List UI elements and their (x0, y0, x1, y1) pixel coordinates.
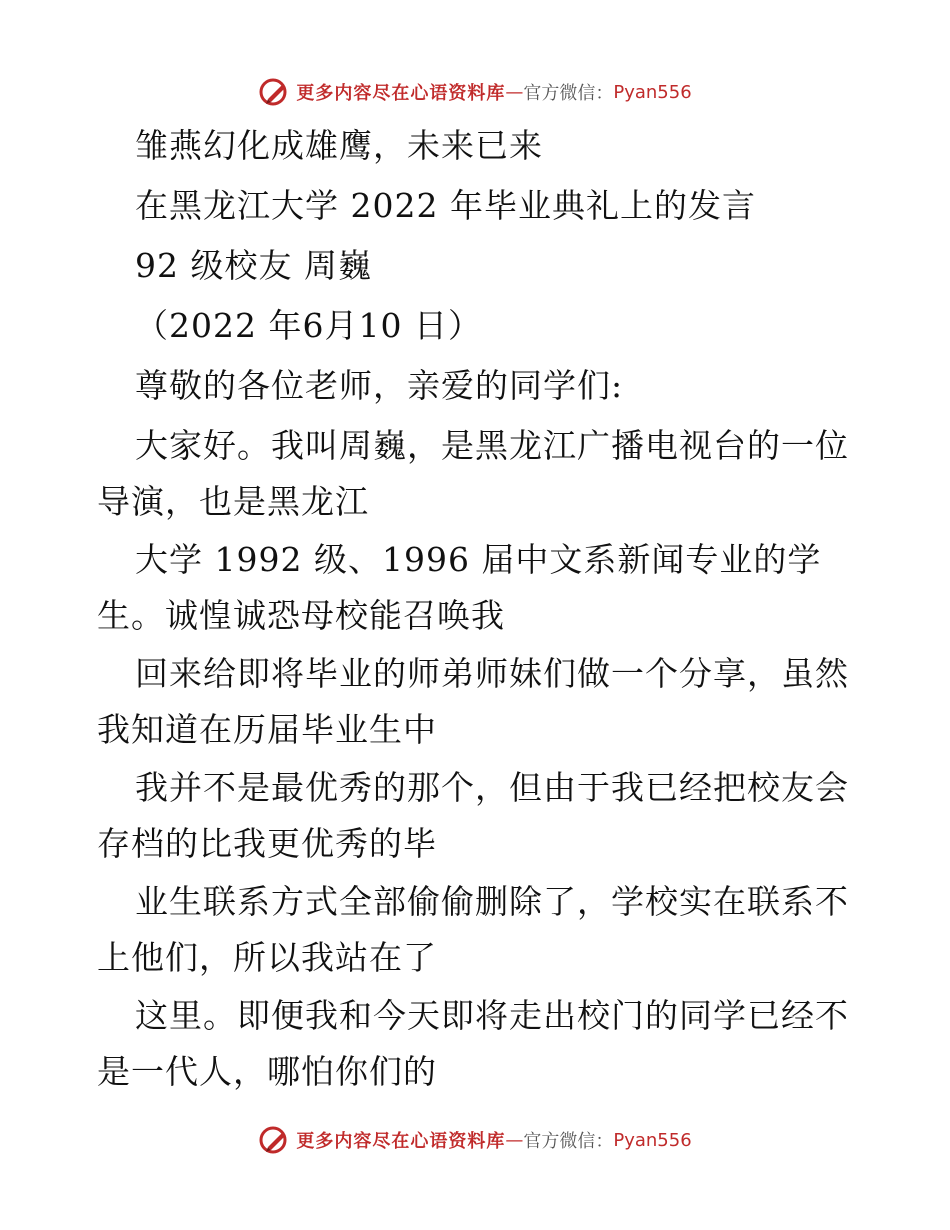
paragraph-line: 上他们，所以我站在了 (97, 938, 437, 977)
speaker-byline: 92 级校友 周巍 (135, 246, 372, 285)
paragraph-line: 业生联系方式全部偷偷删除了，学校实在联系不 (135, 882, 849, 921)
paragraph-line: 存档的比我更优秀的毕 (97, 824, 437, 863)
watermark-title: 更多内容尽在心语资料库 (296, 83, 506, 104)
watermark-wechat-id: Pyan556 (613, 81, 692, 103)
header-watermark (0, 72, 950, 112)
watermark-title: 更多内容尽在心语资料库 (296, 1131, 506, 1152)
paragraph-line: 我并不是最优秀的那个，但由于我已经把校友会 (135, 768, 849, 807)
watermark-separator: — (505, 81, 524, 103)
paragraph-line: 是一代人，哪怕你们的 (97, 1052, 437, 1091)
watermark-wechat-label: 官方微信： (523, 1131, 614, 1152)
paragraph-line: 生。诚惶诚恐母校能召唤我 (97, 596, 505, 635)
speech-subtitle: 在黑龙江大学 2022 年毕业典礼上的发言 (135, 186, 756, 225)
speech-date: （2022 年6月10 日） (135, 306, 482, 345)
paragraph-line: 大学 1992 级、1996 届中文系新闻专业的学 (135, 540, 822, 579)
pen-logo-icon (258, 75, 292, 109)
paragraph-line: 导演，也是黑龙江 (97, 482, 369, 521)
salutation: 尊敬的各位老师，亲爱的同学们: (135, 366, 624, 405)
watermark-separator: — (505, 1129, 524, 1151)
pen-logo-icon (258, 1123, 292, 1157)
paragraph-line: 大家好。我叫周巍，是黑龙江广播电视台的一位 (135, 426, 849, 465)
speech-title: 雏燕幻化成雄鹰，未来已来 (135, 126, 543, 165)
paragraph-line: 回来给即将毕业的师弟师妹们做一个分享，虽然 (135, 654, 849, 693)
paragraph-line: 我知道在历届毕业生中 (97, 710, 437, 749)
watermark-wechat-label: 官方微信： (523, 83, 614, 104)
paragraph-line: 这里。即便我和今天即将走出校门的同学已经不 (135, 996, 849, 1035)
watermark-wechat-id: Pyan556 (613, 1129, 692, 1151)
footer-watermark (0, 1120, 950, 1160)
